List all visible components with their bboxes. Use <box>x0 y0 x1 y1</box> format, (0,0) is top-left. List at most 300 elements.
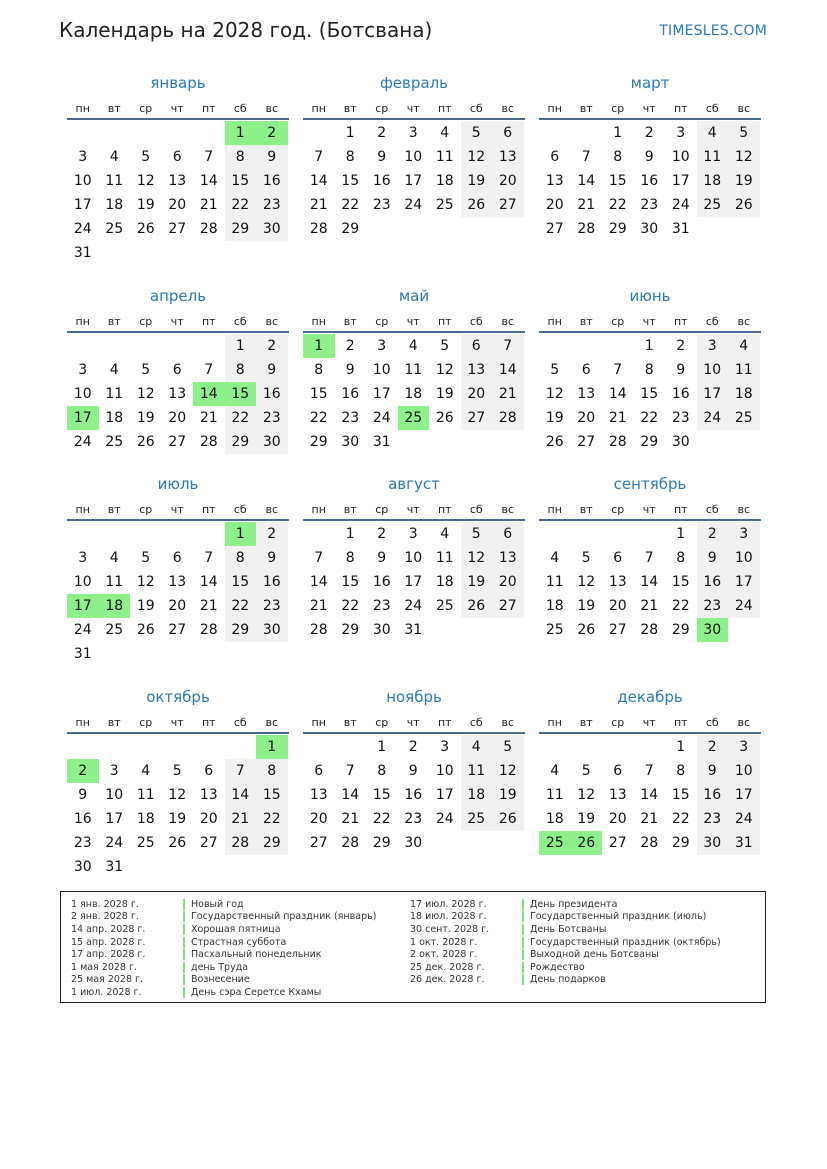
day-cell[interactable]: 3 <box>78 550 88 566</box>
day-cell[interactable]: 3 <box>109 763 119 779</box>
day-cell[interactable]: 11 <box>435 550 454 566</box>
holiday-day-cell[interactable]: 17 <box>67 594 99 618</box>
day-cell[interactable]: 29 <box>341 221 360 237</box>
day-cell[interactable]: 6 <box>204 763 214 779</box>
day-cell[interactable]: 10 <box>728 759 760 783</box>
day-cell[interactable]: 13 <box>545 173 564 189</box>
day-cell[interactable]: 17 <box>671 173 690 189</box>
day-cell[interactable]: 6 <box>172 362 182 378</box>
day-cell[interactable]: 16 <box>372 173 391 189</box>
day-cell[interactable]: 7 <box>225 759 257 783</box>
day-cell[interactable]: 23 <box>256 406 288 430</box>
day-cell[interactable]: 5 <box>581 550 591 566</box>
day-cell[interactable]: 14 <box>492 358 524 382</box>
day-cell[interactable]: 6 <box>492 522 524 546</box>
day-cell[interactable]: 17 <box>697 382 729 406</box>
day-cell[interactable]: 18 <box>435 574 454 590</box>
day-cell[interactable]: 28 <box>492 406 524 430</box>
day-cell[interactable]: 16 <box>256 169 288 193</box>
day-cell[interactable]: 28 <box>199 622 218 638</box>
day-cell[interactable]: 23 <box>640 197 659 213</box>
day-cell[interactable]: 27 <box>168 434 187 450</box>
day-cell[interactable]: 11 <box>105 574 124 590</box>
day-cell[interactable]: 8 <box>225 546 257 570</box>
day-cell[interactable]: 18 <box>105 410 124 426</box>
day-cell[interactable]: 14 <box>341 787 360 803</box>
day-cell[interactable]: 2 <box>345 338 355 354</box>
day-cell[interactable]: 28 <box>309 221 328 237</box>
day-cell[interactable]: 13 <box>608 574 627 590</box>
day-cell[interactable]: 2 <box>676 338 686 354</box>
day-cell[interactable]: 21 <box>640 598 659 614</box>
day-cell[interactable]: 3 <box>408 125 418 141</box>
day-cell[interactable]: 27 <box>309 835 328 851</box>
day-cell[interactable]: 4 <box>440 526 450 542</box>
day-cell[interactable]: 16 <box>256 382 288 406</box>
day-cell[interactable]: 7 <box>492 334 524 358</box>
day-cell[interactable]: 30 <box>372 622 391 638</box>
day-cell[interactable]: 29 <box>225 618 257 642</box>
day-cell[interactable]: 3 <box>78 149 88 165</box>
day-cell[interactable]: 24 <box>404 197 423 213</box>
day-cell[interactable]: 21 <box>608 410 627 426</box>
day-cell[interactable]: 31 <box>73 245 92 261</box>
day-cell[interactable]: 4 <box>109 149 119 165</box>
day-cell[interactable]: 20 <box>168 598 187 614</box>
holiday-day-cell[interactable]: 15 <box>225 382 257 406</box>
holiday-day-cell[interactable]: 18 <box>99 594 131 618</box>
day-cell[interactable]: 18 <box>435 173 454 189</box>
day-cell[interactable]: 15 <box>256 783 288 807</box>
day-cell[interactable]: 3 <box>728 735 760 759</box>
day-cell[interactable]: 13 <box>492 145 524 169</box>
day-cell[interactable]: 10 <box>372 362 391 378</box>
day-cell[interactable]: 24 <box>372 410 391 426</box>
day-cell[interactable]: 17 <box>728 570 760 594</box>
day-cell[interactable]: 1 <box>644 338 654 354</box>
day-cell[interactable]: 19 <box>461 169 493 193</box>
day-cell[interactable]: 1 <box>377 739 387 755</box>
day-cell[interactable]: 11 <box>728 358 760 382</box>
day-cell[interactable]: 19 <box>168 811 187 827</box>
day-cell[interactable]: 28 <box>199 434 218 450</box>
day-cell[interactable]: 30 <box>404 835 423 851</box>
day-cell[interactable]: 3 <box>377 338 387 354</box>
day-cell[interactable]: 19 <box>545 410 564 426</box>
day-cell[interactable]: 29 <box>671 835 690 851</box>
day-cell[interactable]: 20 <box>608 598 627 614</box>
day-cell[interactable]: 11 <box>136 787 155 803</box>
day-cell[interactable]: 26 <box>728 193 760 217</box>
day-cell[interactable]: 7 <box>204 550 214 566</box>
day-cell[interactable]: 19 <box>136 410 155 426</box>
day-cell[interactable]: 11 <box>435 149 454 165</box>
day-cell[interactable]: 19 <box>728 169 760 193</box>
day-cell[interactable]: 7 <box>204 149 214 165</box>
day-cell[interactable]: 2 <box>697 735 729 759</box>
day-cell[interactable]: 24 <box>105 835 124 851</box>
day-cell[interactable]: 14 <box>199 173 218 189</box>
day-cell[interactable]: 3 <box>728 522 760 546</box>
day-cell[interactable]: 18 <box>461 783 493 807</box>
day-cell[interactable]: 11 <box>404 362 423 378</box>
day-cell[interactable]: 21 <box>309 197 328 213</box>
day-cell[interactable]: 14 <box>199 574 218 590</box>
day-cell[interactable]: 23 <box>404 811 423 827</box>
day-cell[interactable]: 30 <box>73 859 92 875</box>
day-cell[interactable]: 9 <box>644 149 654 165</box>
day-cell[interactable]: 8 <box>676 550 686 566</box>
day-cell[interactable]: 26 <box>461 193 493 217</box>
day-cell[interactable]: 13 <box>492 546 524 570</box>
day-cell[interactable]: 29 <box>256 831 288 855</box>
day-cell[interactable]: 8 <box>644 362 654 378</box>
day-cell[interactable]: 17 <box>73 197 92 213</box>
day-cell[interactable]: 29 <box>225 217 257 241</box>
day-cell[interactable]: 20 <box>309 811 328 827</box>
day-cell[interactable]: 9 <box>256 145 288 169</box>
day-cell[interactable]: 20 <box>168 410 187 426</box>
day-cell[interactable]: 15 <box>341 574 360 590</box>
day-cell[interactable]: 26 <box>492 807 524 831</box>
day-cell[interactable]: 7 <box>314 550 324 566</box>
day-cell[interactable]: 5 <box>461 522 493 546</box>
day-cell[interactable]: 25 <box>545 622 564 638</box>
day-cell[interactable]: 3 <box>408 526 418 542</box>
day-cell[interactable]: 5 <box>461 121 493 145</box>
day-cell[interactable]: 13 <box>309 787 328 803</box>
day-cell[interactable]: 16 <box>671 386 690 402</box>
day-cell[interactable]: 16 <box>404 787 423 803</box>
day-cell[interactable]: 27 <box>492 594 524 618</box>
day-cell[interactable]: 23 <box>671 410 690 426</box>
day-cell[interactable]: 13 <box>168 386 187 402</box>
day-cell[interactable]: 14 <box>309 574 328 590</box>
day-cell[interactable]: 8 <box>345 550 355 566</box>
day-cell[interactable]: 4 <box>461 735 493 759</box>
day-cell[interactable]: 7 <box>345 763 355 779</box>
day-cell[interactable]: 31 <box>671 221 690 237</box>
day-cell[interactable]: 12 <box>136 574 155 590</box>
holiday-day-cell[interactable]: 1 <box>303 334 335 358</box>
day-cell[interactable]: 26 <box>136 622 155 638</box>
day-cell[interactable]: 11 <box>105 173 124 189</box>
day-cell[interactable]: 14 <box>577 173 596 189</box>
day-cell[interactable]: 9 <box>377 550 387 566</box>
day-cell[interactable]: 11 <box>697 145 729 169</box>
day-cell[interactable]: 21 <box>341 811 360 827</box>
day-cell[interactable]: 23 <box>341 410 360 426</box>
day-cell[interactable]: 13 <box>577 386 596 402</box>
day-cell[interactable]: 28 <box>608 434 627 450</box>
day-cell[interactable]: 6 <box>172 550 182 566</box>
day-cell[interactable]: 6 <box>613 550 623 566</box>
day-cell[interactable]: 18 <box>404 386 423 402</box>
day-cell[interactable]: 30 <box>697 831 729 855</box>
day-cell[interactable]: 6 <box>461 334 493 358</box>
day-cell[interactable]: 11 <box>545 787 564 803</box>
day-cell[interactable]: 5 <box>728 121 760 145</box>
day-cell[interactable]: 27 <box>168 221 187 237</box>
day-cell[interactable]: 24 <box>73 434 92 450</box>
day-cell[interactable]: 21 <box>199 197 218 213</box>
day-cell[interactable]: 15 <box>372 787 391 803</box>
day-cell[interactable]: 2 <box>377 125 387 141</box>
day-cell[interactable]: 12 <box>492 759 524 783</box>
holiday-day-cell[interactable]: 1 <box>225 522 257 546</box>
day-cell[interactable]: 23 <box>256 193 288 217</box>
day-cell[interactable]: 20 <box>168 197 187 213</box>
day-cell[interactable]: 30 <box>256 217 288 241</box>
day-cell[interactable]: 9 <box>697 546 729 570</box>
day-cell[interactable]: 1 <box>676 739 686 755</box>
day-cell[interactable]: 5 <box>172 763 182 779</box>
day-cell[interactable]: 28 <box>577 221 596 237</box>
day-cell[interactable]: 4 <box>109 550 119 566</box>
day-cell[interactable]: 7 <box>613 362 623 378</box>
day-cell[interactable]: 26 <box>136 221 155 237</box>
day-cell[interactable]: 18 <box>136 811 155 827</box>
day-cell[interactable]: 10 <box>404 550 423 566</box>
holiday-day-cell[interactable]: 2 <box>67 759 99 783</box>
day-cell[interactable]: 30 <box>256 618 288 642</box>
day-cell[interactable]: 26 <box>435 410 454 426</box>
day-cell[interactable]: 9 <box>697 759 729 783</box>
day-cell[interactable]: 15 <box>309 386 328 402</box>
day-cell[interactable]: 4 <box>141 763 151 779</box>
day-cell[interactable]: 2 <box>697 522 729 546</box>
day-cell[interactable]: 25 <box>105 221 124 237</box>
day-cell[interactable]: 1 <box>225 334 257 358</box>
day-cell[interactable]: 9 <box>78 787 88 803</box>
day-cell[interactable]: 17 <box>728 783 760 807</box>
day-cell[interactable]: 20 <box>545 197 564 213</box>
day-cell[interactable]: 17 <box>404 173 423 189</box>
day-cell[interactable]: 28 <box>341 835 360 851</box>
day-cell[interactable]: 18 <box>105 197 124 213</box>
day-cell[interactable]: 15 <box>225 169 257 193</box>
day-cell[interactable]: 27 <box>492 193 524 217</box>
day-cell[interactable]: 4 <box>697 121 729 145</box>
day-cell[interactable]: 7 <box>314 149 324 165</box>
day-cell[interactable]: 6 <box>581 362 591 378</box>
day-cell[interactable]: 30 <box>671 434 690 450</box>
day-cell[interactable]: 10 <box>73 574 92 590</box>
day-cell[interactable]: 27 <box>199 835 218 851</box>
day-cell[interactable]: 9 <box>256 358 288 382</box>
day-cell[interactable]: 22 <box>225 406 257 430</box>
day-cell[interactable]: 12 <box>577 574 596 590</box>
day-cell[interactable]: 18 <box>697 169 729 193</box>
day-cell[interactable]: 11 <box>105 386 124 402</box>
day-cell[interactable]: 31 <box>73 646 92 662</box>
day-cell[interactable]: 22 <box>640 410 659 426</box>
day-cell[interactable]: 4 <box>109 362 119 378</box>
day-cell[interactable]: 20 <box>608 811 627 827</box>
day-cell[interactable]: 18 <box>728 382 760 406</box>
day-cell[interactable]: 5 <box>492 735 524 759</box>
day-cell[interactable]: 21 <box>199 598 218 614</box>
day-cell[interactable]: 30 <box>640 221 659 237</box>
day-cell[interactable]: 12 <box>728 145 760 169</box>
day-cell[interactable]: 15 <box>341 173 360 189</box>
day-cell[interactable]: 1 <box>613 125 623 141</box>
day-cell[interactable]: 8 <box>225 145 257 169</box>
day-cell[interactable]: 12 <box>461 145 493 169</box>
day-cell[interactable]: 10 <box>697 358 729 382</box>
holiday-day-cell[interactable]: 2 <box>256 121 288 145</box>
day-cell[interactable]: 13 <box>608 787 627 803</box>
day-cell[interactable]: 19 <box>461 570 493 594</box>
day-cell[interactable]: 10 <box>73 173 92 189</box>
day-cell[interactable]: 12 <box>577 787 596 803</box>
day-cell[interactable]: 15 <box>608 173 627 189</box>
day-cell[interactable]: 22 <box>372 811 391 827</box>
day-cell[interactable]: 27 <box>545 221 564 237</box>
day-cell[interactable]: 10 <box>728 546 760 570</box>
day-cell[interactable]: 4 <box>728 334 760 358</box>
day-cell[interactable]: 9 <box>345 362 355 378</box>
day-cell[interactable]: 17 <box>435 787 454 803</box>
day-cell[interactable]: 26 <box>461 594 493 618</box>
day-cell[interactable]: 16 <box>341 386 360 402</box>
day-cell[interactable]: 5 <box>581 763 591 779</box>
day-cell[interactable]: 26 <box>545 434 564 450</box>
day-cell[interactable]: 3 <box>440 739 450 755</box>
day-cell[interactable]: 22 <box>309 410 328 426</box>
day-cell[interactable]: 19 <box>136 197 155 213</box>
day-cell[interactable]: 25 <box>697 193 729 217</box>
day-cell[interactable]: 9 <box>676 362 686 378</box>
day-cell[interactable]: 12 <box>136 386 155 402</box>
day-cell[interactable]: 15 <box>640 386 659 402</box>
day-cell[interactable]: 27 <box>608 835 627 851</box>
day-cell[interactable]: 7 <box>581 149 591 165</box>
day-cell[interactable]: 24 <box>73 622 92 638</box>
day-cell[interactable]: 22 <box>671 811 690 827</box>
day-cell[interactable]: 27 <box>608 622 627 638</box>
day-cell[interactable]: 3 <box>676 125 686 141</box>
day-cell[interactable]: 5 <box>141 550 151 566</box>
day-cell[interactable]: 6 <box>172 149 182 165</box>
day-cell[interactable]: 24 <box>697 406 729 430</box>
day-cell[interactable]: 12 <box>435 362 454 378</box>
day-cell[interactable]: 15 <box>671 787 690 803</box>
day-cell[interactable]: 12 <box>168 787 187 803</box>
day-cell[interactable]: 29 <box>341 622 360 638</box>
day-cell[interactable]: 2 <box>256 522 288 546</box>
day-cell[interactable]: 20 <box>577 410 596 426</box>
day-cell[interactable]: 3 <box>697 334 729 358</box>
day-cell[interactable]: 12 <box>461 546 493 570</box>
day-cell[interactable]: 31 <box>372 434 391 450</box>
day-cell[interactable]: 25 <box>435 197 454 213</box>
brand-link[interactable]: TIMESLES.COM <box>659 23 767 39</box>
day-cell[interactable]: 20 <box>199 811 218 827</box>
day-cell[interactable]: 31 <box>404 622 423 638</box>
day-cell[interactable]: 7 <box>644 763 654 779</box>
day-cell[interactable]: 2 <box>408 739 418 755</box>
day-cell[interactable]: 2 <box>644 125 654 141</box>
holiday-day-cell[interactable]: 1 <box>225 121 257 145</box>
day-cell[interactable]: 16 <box>256 570 288 594</box>
day-cell[interactable]: 8 <box>676 763 686 779</box>
holiday-day-cell[interactable]: 25 <box>398 406 430 430</box>
day-cell[interactable]: 17 <box>105 811 124 827</box>
day-cell[interactable]: 27 <box>577 434 596 450</box>
day-cell[interactable]: 23 <box>73 835 92 851</box>
day-cell[interactable]: 22 <box>341 197 360 213</box>
day-cell[interactable]: 20 <box>492 570 524 594</box>
day-cell[interactable]: 20 <box>492 169 524 193</box>
day-cell[interactable]: 13 <box>168 173 187 189</box>
day-cell[interactable]: 26 <box>577 622 596 638</box>
day-cell[interactable]: 29 <box>640 434 659 450</box>
day-cell[interactable]: 2 <box>256 334 288 358</box>
day-cell[interactable]: 27 <box>168 622 187 638</box>
day-cell[interactable]: 25 <box>136 835 155 851</box>
day-cell[interactable]: 16 <box>697 570 729 594</box>
day-cell[interactable]: 21 <box>640 811 659 827</box>
day-cell[interactable]: 21 <box>309 598 328 614</box>
day-cell[interactable]: 30 <box>256 430 288 454</box>
day-cell[interactable]: 19 <box>435 386 454 402</box>
day-cell[interactable]: 5 <box>141 149 151 165</box>
day-cell[interactable]: 28 <box>225 831 257 855</box>
day-cell[interactable]: 1 <box>345 526 355 542</box>
day-cell[interactable]: 22 <box>608 197 627 213</box>
day-cell[interactable]: 21 <box>492 382 524 406</box>
day-cell[interactable]: 26 <box>136 434 155 450</box>
holiday-day-cell[interactable]: 14 <box>193 382 225 406</box>
day-cell[interactable]: 15 <box>225 570 257 594</box>
day-cell[interactable]: 31 <box>728 831 760 855</box>
day-cell[interactable]: 14 <box>225 783 257 807</box>
day-cell[interactable]: 5 <box>550 362 560 378</box>
day-cell[interactable]: 13 <box>199 787 218 803</box>
day-cell[interactable]: 24 <box>404 598 423 614</box>
day-cell[interactable]: 11 <box>545 574 564 590</box>
day-cell[interactable]: 25 <box>728 406 760 430</box>
holiday-day-cell[interactable]: 26 <box>571 831 603 855</box>
day-cell[interactable]: 9 <box>377 149 387 165</box>
day-cell[interactable]: 18 <box>545 811 564 827</box>
day-cell[interactable]: 3 <box>78 362 88 378</box>
day-cell[interactable]: 23 <box>697 807 729 831</box>
day-cell[interactable]: 10 <box>105 787 124 803</box>
day-cell[interactable]: 4 <box>408 338 418 354</box>
day-cell[interactable]: 24 <box>728 594 760 618</box>
day-cell[interactable]: 10 <box>671 149 690 165</box>
day-cell[interactable]: 28 <box>309 622 328 638</box>
day-cell[interactable]: 23 <box>256 594 288 618</box>
day-cell[interactable]: 4 <box>550 550 560 566</box>
day-cell[interactable]: 20 <box>461 382 493 406</box>
day-cell[interactable]: 7 <box>644 550 654 566</box>
day-cell[interactable]: 5 <box>141 362 151 378</box>
day-cell[interactable]: 21 <box>199 410 218 426</box>
day-cell[interactable]: 27 <box>461 406 493 430</box>
day-cell[interactable]: 17 <box>372 386 391 402</box>
day-cell[interactable]: 18 <box>545 598 564 614</box>
day-cell[interactable]: 24 <box>728 807 760 831</box>
day-cell[interactable]: 12 <box>545 386 564 402</box>
day-cell[interactable]: 16 <box>640 173 659 189</box>
day-cell[interactable]: 14 <box>640 787 659 803</box>
day-cell[interactable]: 16 <box>372 574 391 590</box>
day-cell[interactable]: 9 <box>256 546 288 570</box>
day-cell[interactable]: 14 <box>309 173 328 189</box>
